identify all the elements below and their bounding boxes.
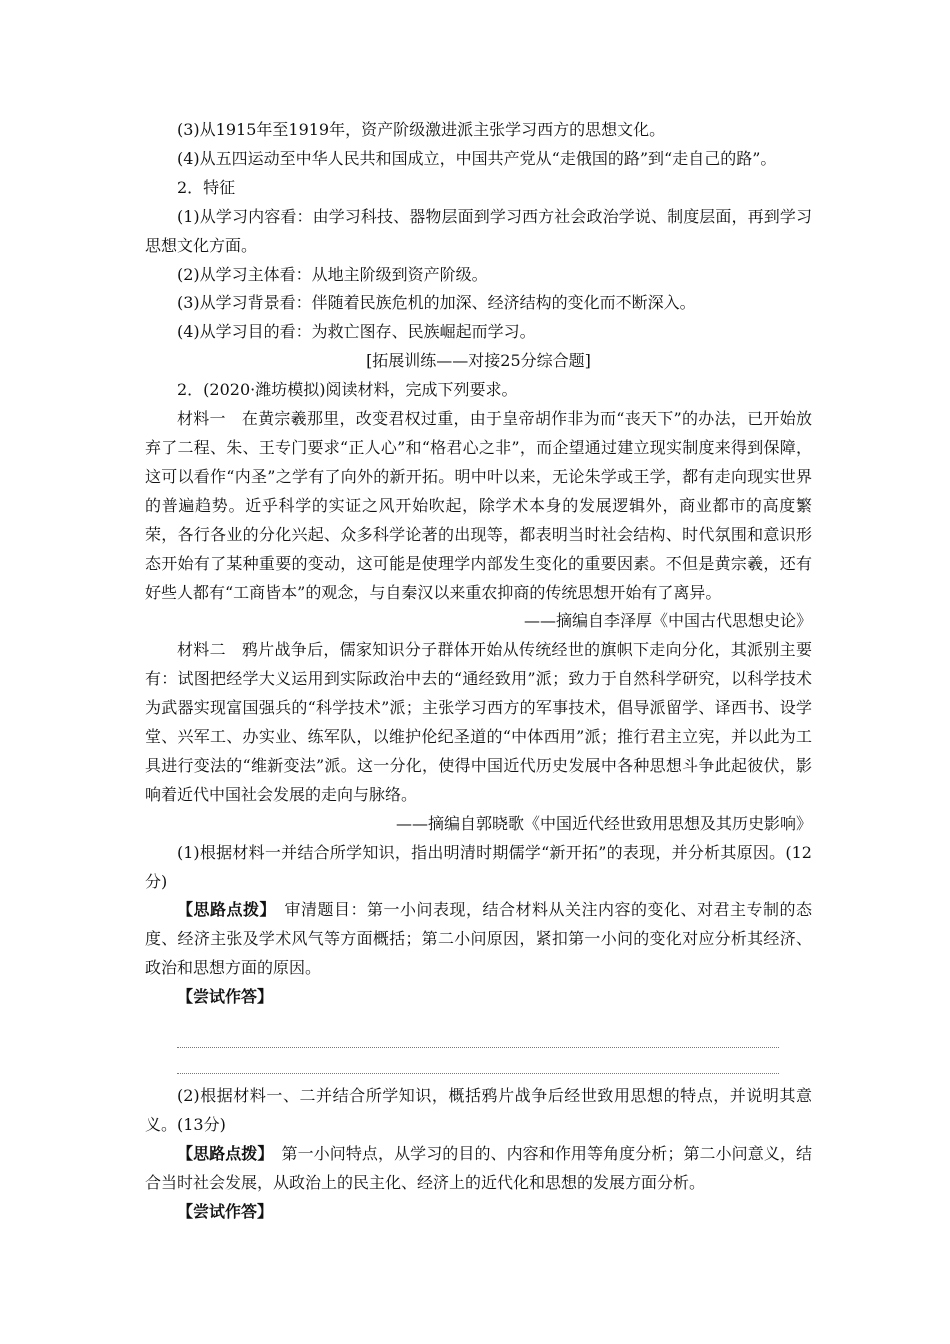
question-1-answer-label: 【尝试作答】 <box>177 987 274 1007</box>
feature-item-4: (4)从学习目的看：为救亡图存、民族崛起而学习。 <box>177 322 536 342</box>
hint-label: 【思路点拨】 <box>177 900 268 920</box>
answer-line[interactable] <box>177 1022 779 1048</box>
question-1-hint <box>145 896 812 983</box>
question-intro: 2．(2020·潍坊模拟)阅读材料，完成下列要求。 <box>177 380 518 400</box>
hint-text: 第一小问特点，从学习的目的、内容和作用等角度分析；第二小问意义，结合当时社会发展，从政治上的民主化、经济上的近代化和思想的发展方面分析。 <box>145 1143 812 1192</box>
document-page <box>145 116 812 1227</box>
feature-item-3: (3)从学习背景看：伴随着民族危机的加深、经济结构的变化而不断深入。 <box>177 293 696 313</box>
spacer <box>145 1074 812 1082</box>
material-2-source: ——摘编自郭晓歌《中国近代经世致用思想及其历史影响》 <box>395 813 812 833</box>
item-3: (3)从1915年至1919年，资产阶级激进派主张学习西方的思想文化。 <box>177 120 666 139</box>
training-title: [拓展训练——对接25分综合题] <box>366 351 591 371</box>
hint-label: 【思路点拨】 <box>177 1143 266 1163</box>
material-1 <box>145 405 812 607</box>
material-2 <box>145 636 812 809</box>
item-4: (4)从五四运动至中华人民共和国成立，中国共产党从“走俄国的路”到“走自己的路”。 <box>177 148 777 168</box>
question-2-answer-label: 【尝试作答】 <box>177 1201 274 1221</box>
material-1-source: ——摘编自李泽厚《中国古代思想史论》 <box>523 611 812 631</box>
question-1-prompt: (1)根据材料一并结合所学知识，指出明清时期儒学“新开拓”的表现，并分析其原因。(12分) <box>145 842 812 891</box>
hint-text: 审清题目：第一小问表现，结合材料从关注内容的变化、对君主专制的态度、经济主张及学术风气等方面概括；第二小问原因，紧扣第一小问的变化对应分析其经济、政治和思想方面的原因。 <box>145 900 812 978</box>
section-heading-features: 2．特征 <box>177 177 236 197</box>
answer-line[interactable] <box>177 1048 779 1074</box>
material-2-text: 鸦片战争后，儒家知识分子群体开始从传统经世的旗帜下走向分化，其派别主要有：试图把经学大义运用到实际政治中去的“通经致用”派；致力于自然科学研究，以科学技术为武器实现富国强兵的“科学技术”派；主张学习西方的军事技术，倡导派留学、译西书、设学堂、兴军工、办实业、练军队，以维护伦纪圣道的“中体西用”派；推行君主立宪，并以此为工具进行变法的“维新变法”派。这一分化，使得中国近代历史发展中各种思想斗争此起彼伏，影响着近代中国社会发展的走向与脉络。 <box>145 640 812 804</box>
feature-item-1: (1)从学习内容看：由学习科技、器物层面到学习西方社会政治学说、制度层面，再到学习思想文化方面。 <box>145 206 812 255</box>
question-2-prompt: (2)根据材料一、二并结合所学知识，概括鸦片战争后经世致用思想的特点，并说明其意义。(13分) <box>145 1086 812 1134</box>
feature-item-2: (2)从学习主体看：从地主阶级到资产阶级。 <box>177 264 488 284</box>
question-2-hint <box>145 1140 812 1198</box>
material-2-label: 材料二 <box>177 640 226 660</box>
material-1-label: 材料一 <box>177 409 226 429</box>
material-1-text: 在黄宗羲那里，改变君权过重，由于皇帝胡作非为而“丧天下”的办法，已开始放弃了二程、朱、王专门要求“正人心”和“格君心之非”，而企望通过建立现实制度来得到保障，这可以看作“内圣”之学有了向外的新开拓。明中叶以来，无论朱学或王学，都有走向现实世界的普遍趋势。近乎科学的实证之风开始吹起，除学术本身的发展逻辑外，商业都市的高度繁荣，各行各业的分化兴起、众多科学论著的出现等，都表明当时社会结构、时代氛围和意识形态开始有了某种重要的变动，这可能是使理学内部发生变化的重要因素。不但是黄宗羲，还有好些人都有“工商皆本”的观念，与自秦汉以来重农抑商的传统思想开始有了离异。 <box>145 409 812 602</box>
